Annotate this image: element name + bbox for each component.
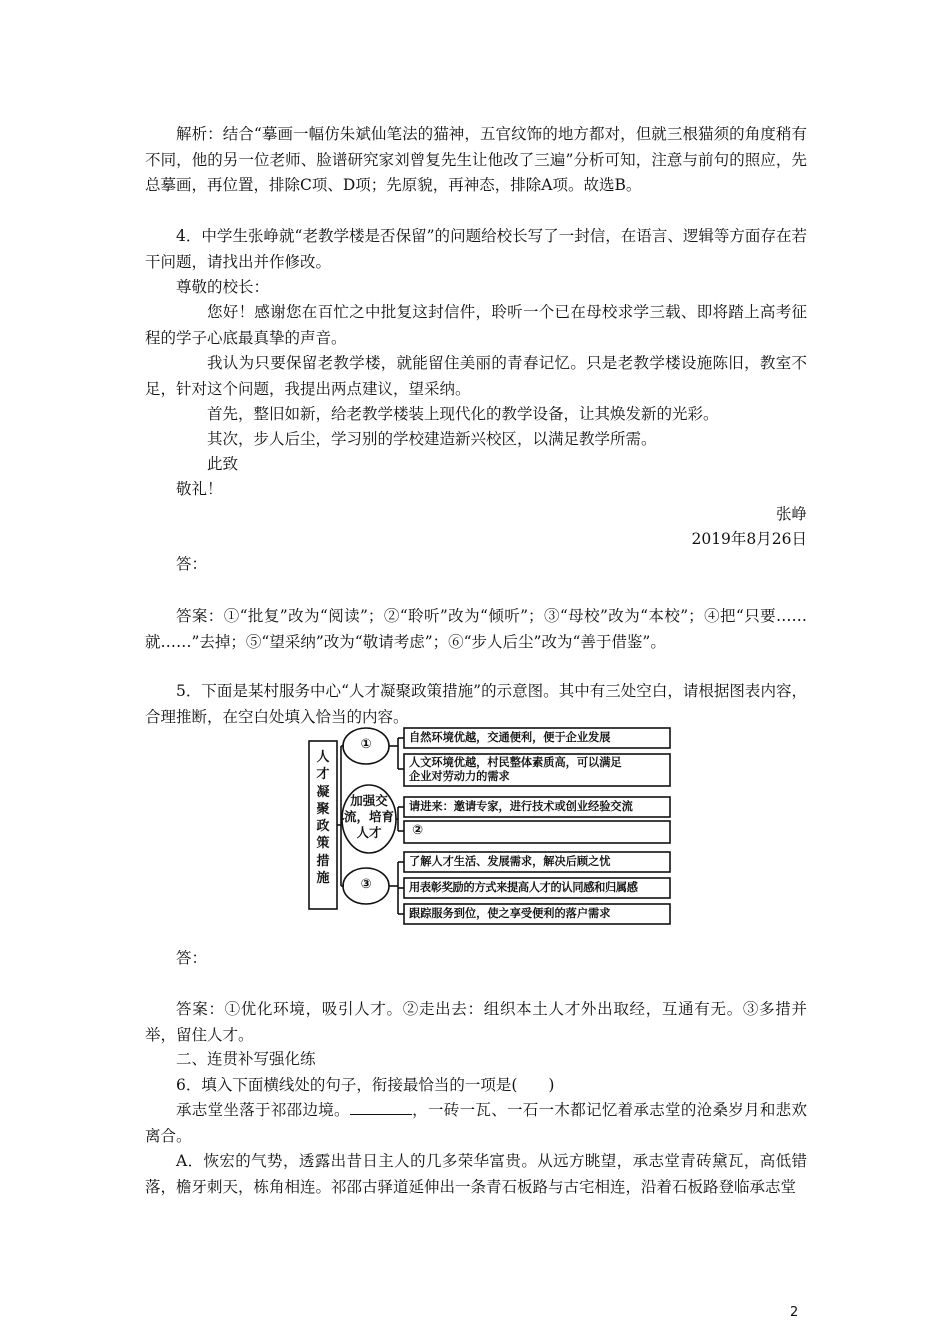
- question-5-stem: 5．下面是某村服务中心“人才凝聚政策措施”的示意图。其中有三处空白，请根据图表内容，合理推断，在空白处填入恰当的内容。: [145, 682, 807, 726]
- question-6-stem: 6．填入下面横线处的句子，衔接最恰当的一项是( ): [176, 1076, 555, 1094]
- letter-paragraph-3: 首先，整旧如新，给老教学楼装上现代化的教学设备，让其焕发新的光彩。: [207, 405, 719, 423]
- talent-policy-diagram: [308, 719, 674, 929]
- diagram-circle-2: 加强交流，培育人才: [344, 793, 395, 840]
- question-5-answer: 答案：①优化环境，吸引人才。②走出去：组织本土人才外出取经，互通有无。③多措并举，留住人才。: [145, 1000, 807, 1044]
- letter-closing-2: 敬礼！: [176, 480, 223, 498]
- diagram-box-5: 了解人才生活、发展需求，解决后顾之忧: [409, 855, 611, 868]
- page-number: 2: [790, 1305, 799, 1320]
- question-5-answer-label: 答：: [176, 949, 208, 967]
- letter-signature: 张峥: [775, 505, 807, 523]
- letter-paragraph-1: 您好！感谢您在百忙之中批复这封信件，聆听一个已在母校求学三载、即将踏上高考征程的学子心底最真挚的声音。: [145, 303, 807, 347]
- fill-in-blank: [350, 1100, 412, 1115]
- diagram-box-2-line-1: 人文环境优越，村民整体素质高，可以满足: [409, 756, 622, 769]
- diagram-box-1: 自然环境优越，交通便利，便于企业发展: [409, 731, 611, 744]
- letter-date: 2019年8月26日: [691, 530, 807, 548]
- question-4-stem: 4．中学生张峥就“老教学楼是否保留”的问题给校长写了一封信，在语言、逻辑等方面存在若干问题，请找出并作修改。: [145, 227, 807, 271]
- diagram-box-6: 用表彰奖励的方式来提高人才的认同感和归属感: [409, 881, 638, 894]
- diagram-box-4: ②: [412, 823, 424, 838]
- diagram-title: 人才凝聚政策措施: [316, 750, 330, 887]
- analysis-paragraph: 解析：结合“摹画一幅仿朱斌仙笔法的猫神，五官纹饰的地方都对，但就三根猫须的角度稍有不同，他的另一位老师、脸谱研究家刘曾复先生让他改了三遍”分析可知，注意与前句的照应，先总摹画，再位置，排除C项、D项；先原貌，再神态，排除A项。故选B。: [145, 125, 807, 194]
- diagram-box-3: 请进来：邀请专家，进行技术或创业经验交流: [409, 800, 633, 813]
- diagram-box-7: 跟踪服务到位，使之享受便利的落户需求: [409, 907, 611, 920]
- diagram-circle-1: ①: [360, 737, 372, 752]
- question-6-option-a: A．恢宏的气势，透露出昔日主人的几多荣华富贵。从远方眺望，承志堂青砖黛瓦，高低错落，檐牙刺天，栋角相连。祁邵古驿道延伸出一条青石板路与古宅相连，沿着石板路登临承志堂: [145, 1152, 807, 1196]
- letter-paragraph-4: 其次，步人后尘，学习别的学校建造新兴校区，以满足教学所需。: [207, 430, 657, 448]
- question-6-text-after: ，一砖一瓦、一石一木都记忆着承志堂的沧桑岁月和悲欢离合。: [145, 1101, 807, 1145]
- question-6-text-before: 承志堂坐落于祁邵边境。: [176, 1101, 350, 1119]
- section-2-heading: 二、连贯补写强化练: [176, 1050, 316, 1068]
- letter-closing-1: 此致: [207, 455, 239, 473]
- question-6-text: [145, 1098, 807, 1149]
- diagram-circle-3: ③: [360, 877, 372, 892]
- question-4-answer-label: 答：: [176, 555, 208, 573]
- diagram-box-2-line-2: 企业对劳动力的需求: [409, 770, 510, 783]
- letter-paragraph-2: 我认为只要保留老教学楼，就能留住美丽的青春记忆。只是老教学楼设施陈旧，教室不足，针对这个问题，我提出两点建议，望采纳。: [145, 354, 807, 398]
- question-4-answer: 答案：①“批复”改为“阅读”；②“聆听”改为“倾听”；③“母校”改为“本校”；④把“只要……就……”去掉；⑤“望采纳”改为“敬请考虑”；⑥“步人后尘”改为“善于借鉴”。: [145, 607, 807, 651]
- letter-greeting: 尊敬的校长：: [176, 278, 270, 296]
